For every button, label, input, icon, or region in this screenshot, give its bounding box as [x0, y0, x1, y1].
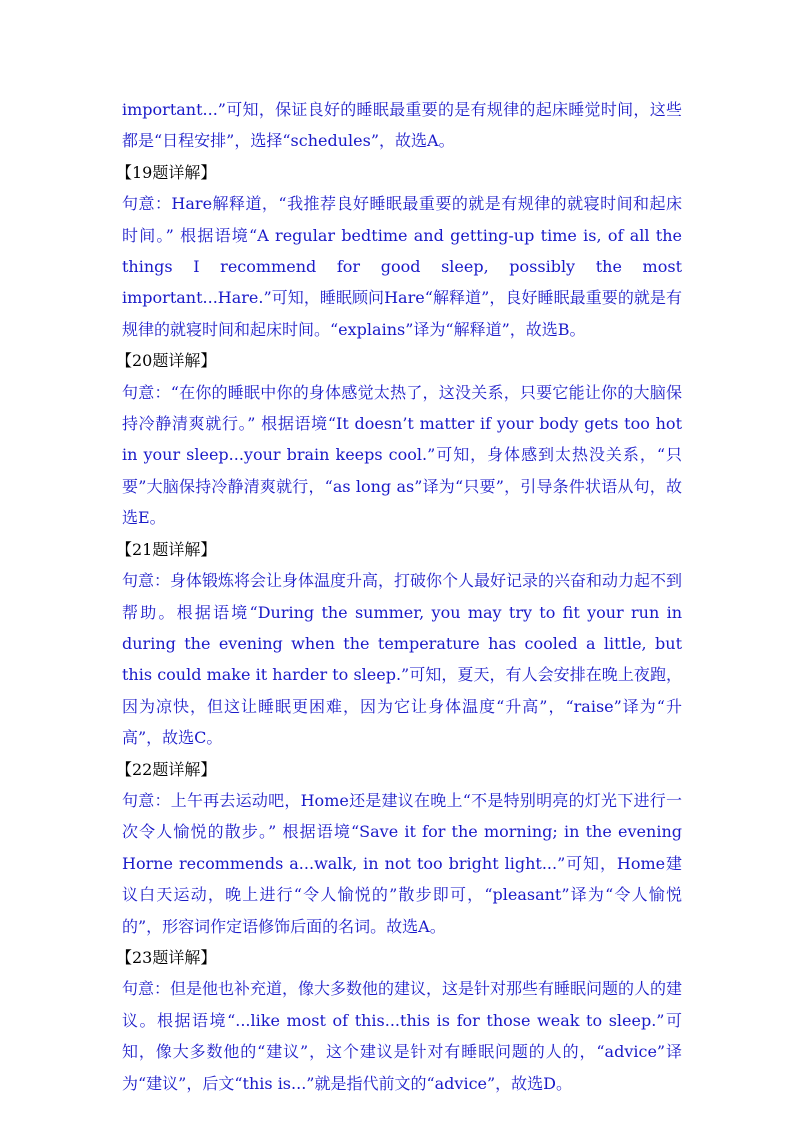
- heading-question-21: 【21题详解】: [116, 539, 217, 559]
- document-body: [116, 94, 683, 1099]
- heading-question-20: 【20题详解】: [116, 351, 217, 371]
- paragraph-question-23: 句意：但是他也补充道，像大多数他的建议，这是针对那些有睡眠问题的人的建议。根据语境“...like most of this...this is for those weak to sleep.”可知，像大多数他的“建议”，这个建议是针对有睡眠问题的人的，“advice”译为“建议”，后文“this is...”就是指代前文的“advice”，故选D。: [122, 979, 683, 1093]
- paragraph-18-continuation: important...”可知，保证良好的睡眠最重要的是有规律的起床睡觉时间，这些都是“日程安排”，选择“schedules”，故选A。: [122, 100, 682, 151]
- paragraph-question-19: 句意：Hare解释道，“我推荐良好睡眠最重要的就是有规律的就寝时间和起床时间。” 根据语境“A regular bedtime and getting-up time is, of all the things I recommend for good sleep, possibly the most important...Hare.”可知，睡眠顾问Hare“解释道”，良好睡眠最重要的就是有规律的就寝时间和起床时间。“explains”译为“解释道”，故选B。: [122, 194, 682, 339]
- paragraph-question-21: 句意：身体锻炼将会让身体温度升高，打破你个人最好记录的兴奋和动力起不到帮助。根据语境“During the summer, you may try to fit your run in during the evening when the temperature has cooled a little, but this could make it harder to sleep.”可知，夏天，有人会安排在晚上夜跑，因为凉快，但这让睡眠更困难，因为它让身体温度“升高”，“raise”译为“升高”，故选C。: [122, 571, 683, 748]
- paragraph-question-20: 句意：“在你的睡眠中你的身体感觉太热了，这没关系，只要它能让你的大脑保持冷静清爽就行。” 根据语境“It doesn’t matter if your body gets too hot in your sleep...your brain keeps cool.”可知，身体感到太热没关系，“只要”大脑保持冷静清爽就行，“as long as”译为“只要”，引导条件状语从句，故选E。: [122, 382, 682, 528]
- heading-question-22: 【22题详解】: [116, 759, 217, 779]
- heading-question-23: 【23题详解】: [116, 947, 217, 967]
- heading-question-19: 【19题详解】: [116, 162, 217, 182]
- paragraph-question-22: 句意：上午再去运动吧，Home还是建议在晚上“不是特别明亮的灯光下进行一次令人愉悦的散步。” 根据语境“Save it for the morning; in the evening Horne recommends a...walk, in not too bright light...”可知，Home建议白天运动，晚上进行“令人愉悦的”散步即可，“pleasant”译为“令人愉悦的”，形容词作定语修饰后面的名词。故选A。: [122, 790, 682, 936]
